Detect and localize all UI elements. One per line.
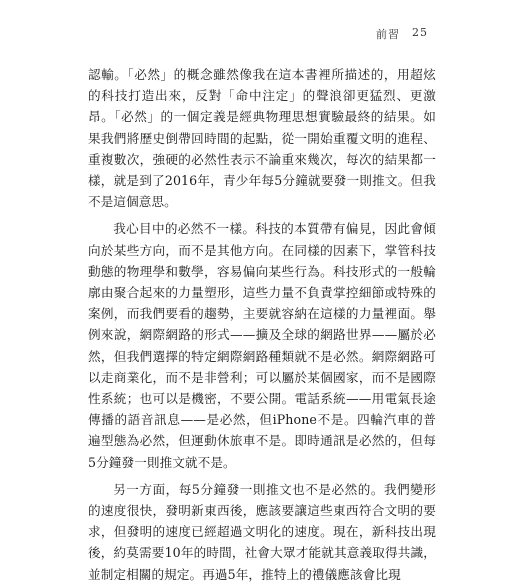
running-head [376, 26, 428, 42]
paragraph: 認輸。「必然」的概念雖然像我在這本書裡所描述的，用超炫的科技打造出來，反對「命中注定」的聲浪卻更猛烈、更激昂。「必然」的一個定義是經典物理思想實驗最終的結果。如果我們將歷史倒帶回時間的起點，從一開始重覆文明的進程、重複數次，強硬的必然性表示不論重來幾次，每次的結果都一樣，就是到了2016年，青少年每5分鐘就要發一則推文。但我不是這個意思。 [88, 67, 436, 210]
paragraph: 我心目中的必然不一樣。科技的本質帶有偏見，因此會傾向於某些方向，而不是其他方向。在同樣的因素下，掌管科技動態的物理學和數學，容易偏向某些行為。科技形式的一般輪廓由聚合起來的力量塑形，這些力量不負責掌控細節或特殊的案例，而我們要看的趨勢，主要就容納在這樣的力量裡面。舉例來說，網際網路的形式——擴及全球的網路世界——屬於必然，但我們選擇的特定網際網路種類就不是必然。網際網路可以走商業化，而不是非營利；可以屬於某個國家，而不是國際性系統；也可以是機密，不要公開。電話系統——用電氣長途傳播的語音訊息——是必然，但iPhone不是。四輪汽車的普遍型態為必然，但運動休旅車不是。即時通訊是必然的，但每5分鐘發一則推文就不是。 [88, 221, 436, 470]
page-number: 25 [412, 26, 428, 39]
body-text [88, 64, 436, 585]
paragraph: 另一方面，每5分鐘發一則推文也不是必然的。我們變形的速度很快，發明新東西後，應該要讓這些東西符合文明的要求，但發明的速度已經超過文明化的速度。現在，新科技出現後，約莫需要10年的時間，社會大眾才能就其意義取得共識，並制定相關的規定。再過5年，推特上的禮儀應該會比現 [88, 481, 436, 582]
chapter-title: 前習 [376, 28, 400, 41]
